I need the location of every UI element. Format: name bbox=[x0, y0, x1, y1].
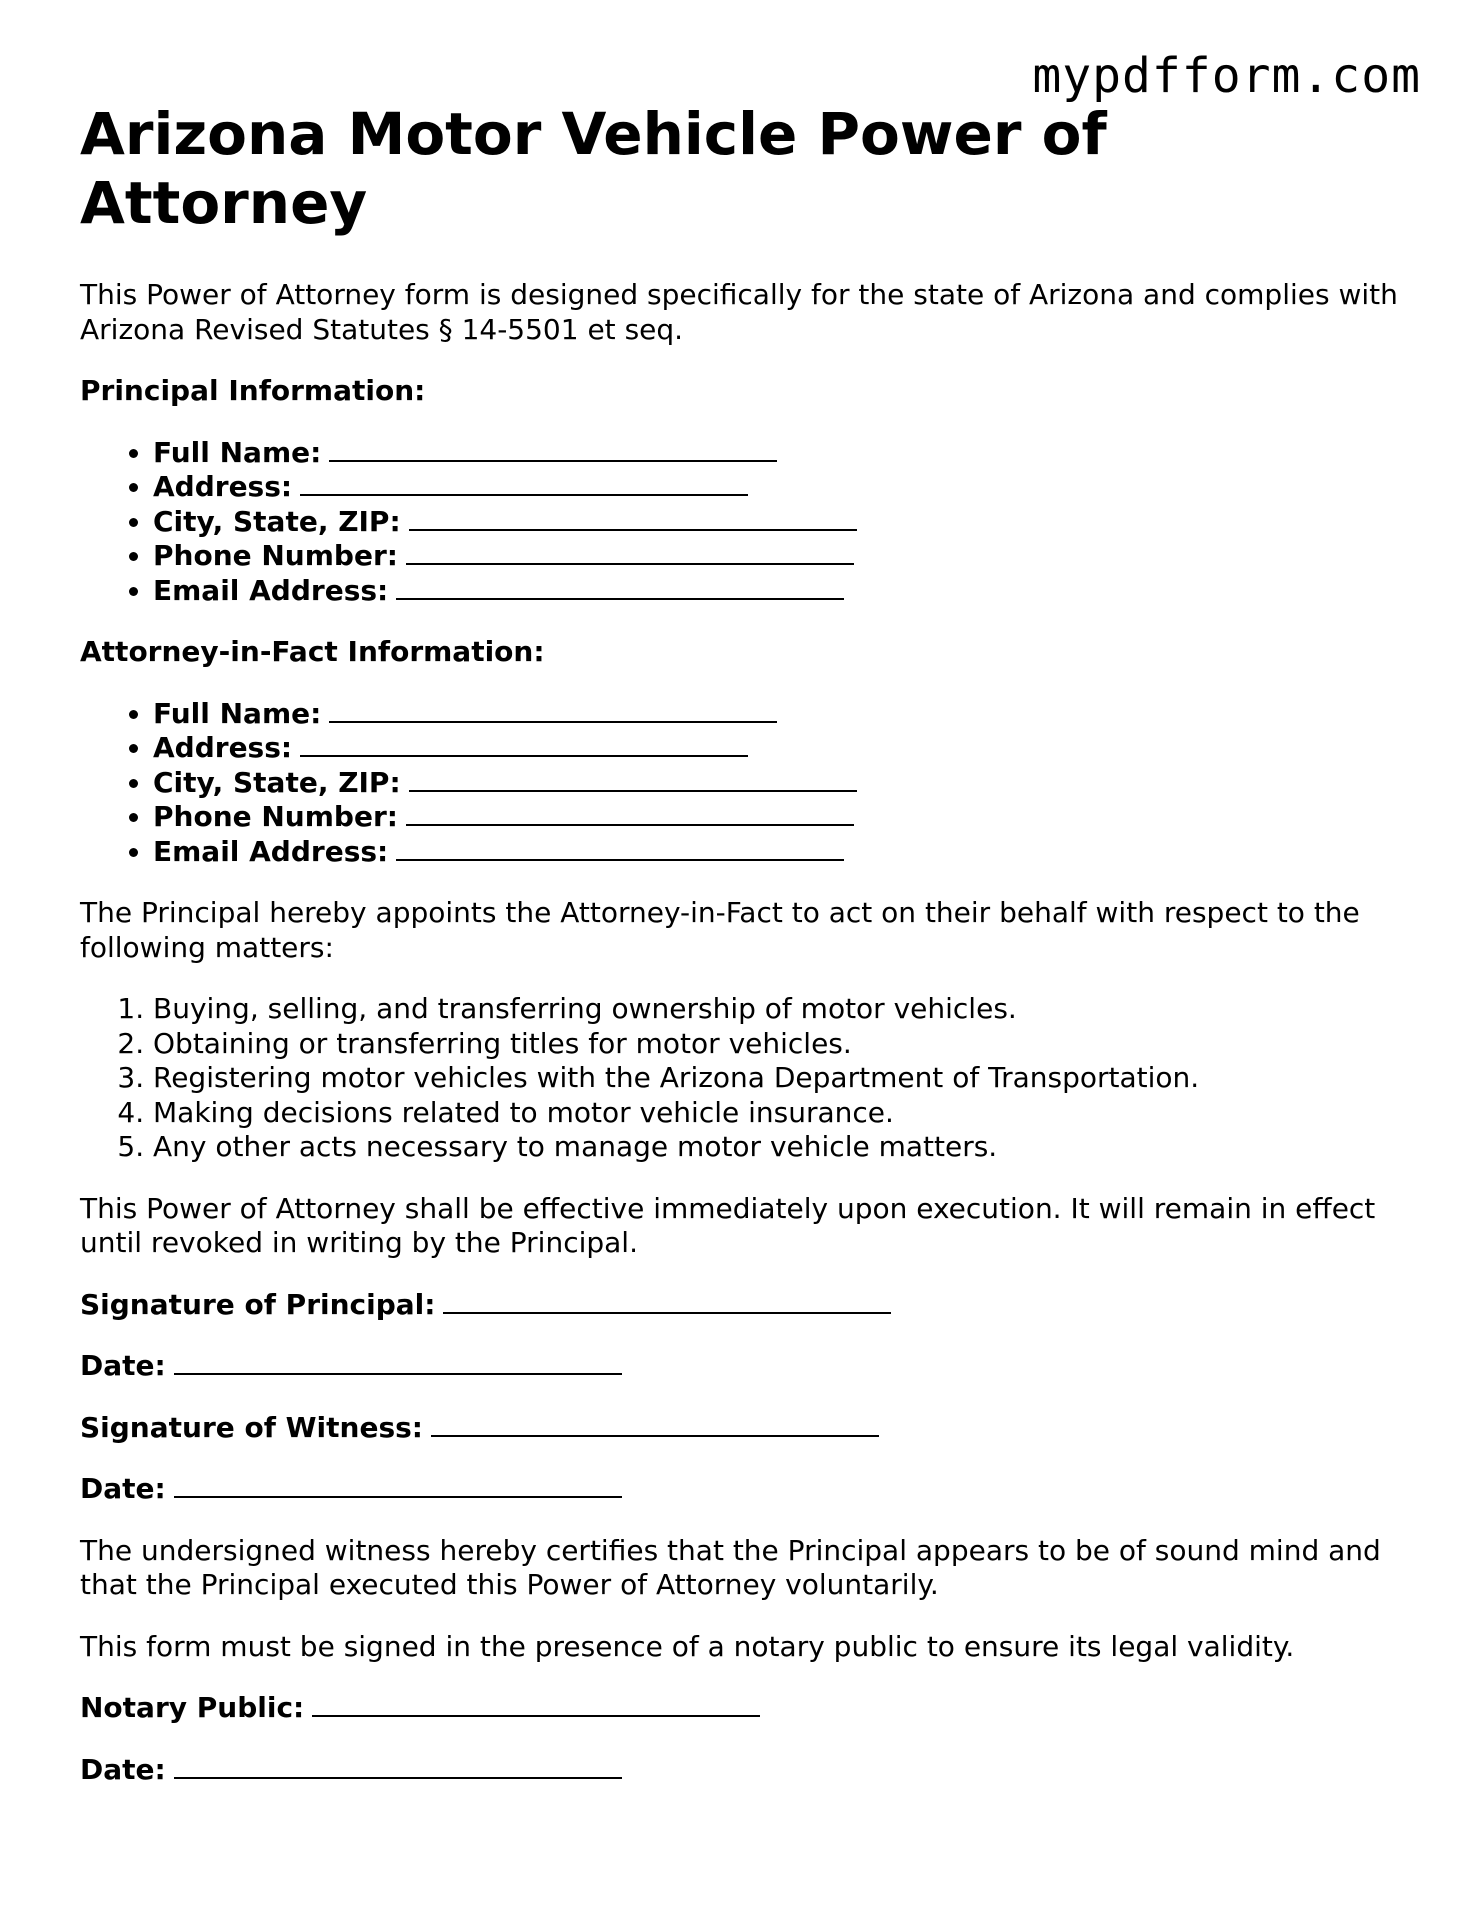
blank-line bbox=[300, 470, 748, 496]
attorney-address-field[interactable]: • Address: bbox=[153, 731, 1400, 766]
blank-line bbox=[431, 1411, 879, 1437]
witness-signature-field[interactable]: Signature of Witness: bbox=[80, 1411, 1400, 1446]
blank-line bbox=[406, 800, 854, 826]
blank-line bbox=[174, 1753, 622, 1779]
principal-date-field[interactable]: Date: bbox=[80, 1349, 1400, 1384]
matters-list bbox=[80, 992, 1400, 1165]
principal-fields bbox=[80, 436, 1400, 609]
document-title: Arizona Motor Vehicle Power of Attorney bbox=[80, 100, 1107, 237]
principal-phone-field[interactable]: • Phone Number: bbox=[153, 539, 1400, 574]
blank-line bbox=[329, 436, 777, 462]
principal-full-name-field[interactable]: • Full Name: bbox=[153, 436, 1400, 471]
principal-email-field[interactable]: • Email Address: bbox=[153, 574, 1400, 609]
principal-heading: Principal Information: bbox=[80, 374, 426, 407]
blank-line bbox=[409, 505, 857, 531]
notary-date-field[interactable]: Date: bbox=[80, 1753, 1400, 1788]
list-item: 3. Registering motor vehicles with the Arizona Department of Transportation. bbox=[153, 1061, 1400, 1096]
blank-line bbox=[300, 731, 748, 757]
intro-paragraph: This Power of Attorney form is designed specifically for the state of Arizona and complies with Arizona Revised Statutes § 14-5501 et seq. bbox=[80, 278, 1398, 346]
list-item: 5. Any other acts necessary to manage motor vehicle matters. bbox=[153, 1130, 1400, 1165]
list-item: 1. Buying, selling, and transferring ownership of motor vehicles. bbox=[153, 992, 1400, 1027]
notary-signature-field[interactable]: Notary Public: bbox=[80, 1691, 1400, 1726]
list-item: 4. Making decisions related to motor vehicle insurance. bbox=[153, 1096, 1400, 1131]
blank-line bbox=[174, 1472, 622, 1498]
blank-line bbox=[329, 697, 777, 723]
attorney-fields bbox=[80, 697, 1400, 870]
attorney-heading: Attorney-in-Fact Information: bbox=[80, 635, 545, 668]
principal-city-state-zip-field[interactable]: • City, State, ZIP: bbox=[153, 505, 1400, 540]
blank-line bbox=[396, 574, 844, 600]
list-item: 2. Obtaining or transferring titles for motor vehicles. bbox=[153, 1027, 1400, 1062]
appointment-paragraph: The Principal hereby appoints the Attorney-in-Fact to act on their behalf with respect to the following matters: bbox=[80, 896, 1360, 964]
attorney-email-field[interactable]: • Email Address: bbox=[153, 835, 1400, 870]
notary-note: This form must be signed in the presence of a notary public to ensure its legal validity. bbox=[80, 1629, 1295, 1663]
watermark: mypdfform.com bbox=[1032, 48, 1421, 104]
witness-date-field[interactable]: Date: bbox=[80, 1472, 1400, 1507]
document-page bbox=[80, 100, 1400, 1787]
attorney-city-state-zip-field[interactable]: • City, State, ZIP: bbox=[153, 766, 1400, 801]
blank-line bbox=[312, 1691, 760, 1717]
effective-paragraph: This Power of Attorney shall be effective immediately upon execution. It will remain in effect until revoked in writing by the Principal. bbox=[80, 1191, 1376, 1259]
blank-line bbox=[396, 835, 844, 861]
blank-line bbox=[443, 1288, 891, 1314]
principal-signature-field[interactable]: Signature of Principal: bbox=[80, 1288, 1400, 1323]
attorney-phone-field[interactable]: • Phone Number: bbox=[153, 800, 1400, 835]
blank-line bbox=[174, 1349, 622, 1375]
attorney-full-name-field[interactable]: • Full Name: bbox=[153, 697, 1400, 732]
blank-line bbox=[406, 539, 854, 565]
blank-line bbox=[409, 766, 857, 792]
witness-certification: The undersigned witness hereby certifies that the Principal appears to be of sound mind and that the Principal executed this Power of Attorney voluntarily. bbox=[80, 1533, 1381, 1601]
principal-address-field[interactable]: • Address: bbox=[153, 470, 1400, 505]
